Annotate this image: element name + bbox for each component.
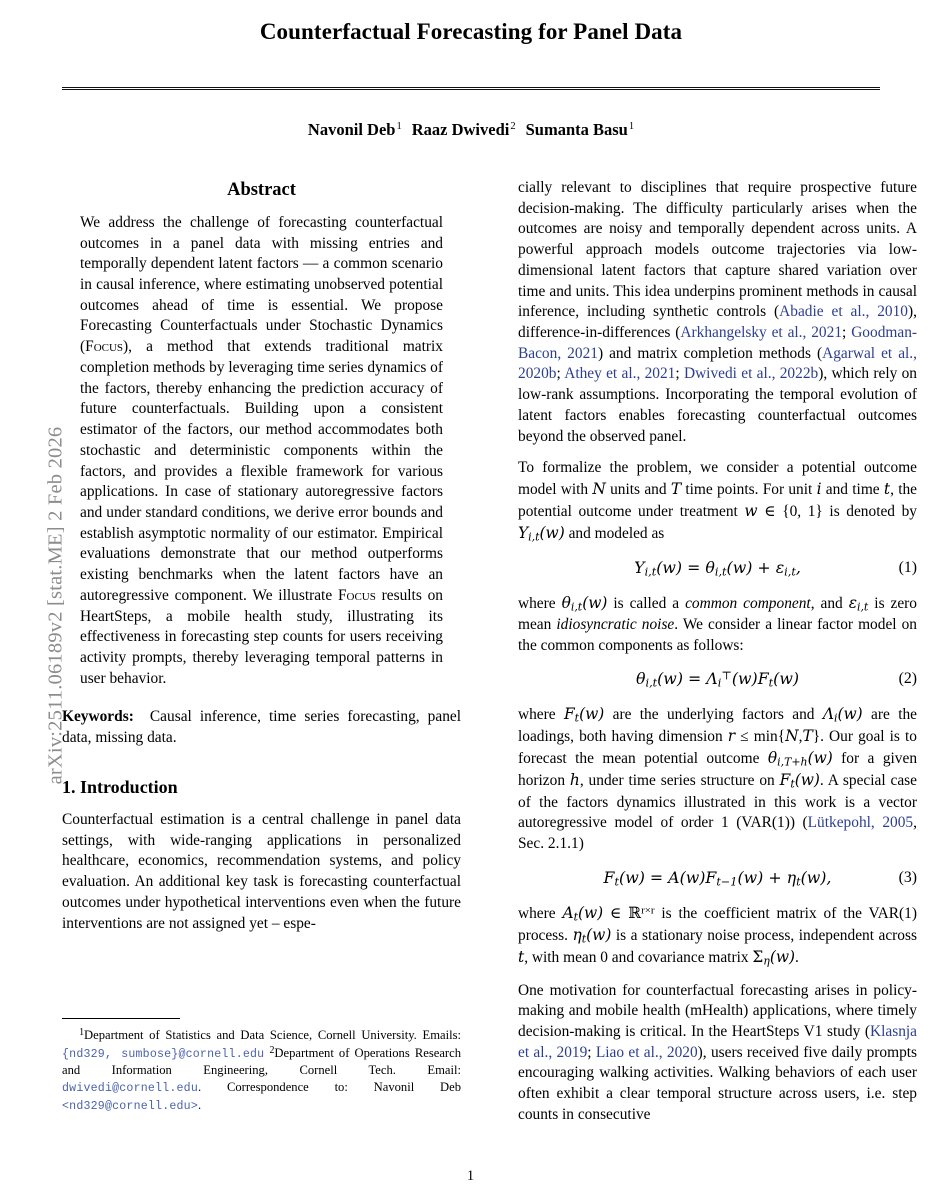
text-run: where (518, 594, 562, 612)
equation-2 (518, 668, 917, 691)
citation-link[interactable]: Athey et al., 2021 (564, 365, 676, 383)
math-symbol-t2: t (518, 948, 525, 967)
email-link-2[interactable]: dwivedi@cornell.edu (62, 1082, 198, 1096)
math-in-operator: ∈ {0, 1} (764, 502, 823, 520)
math-expr-Ft2: $F_t(w)$ (779, 771, 820, 792)
keywords-label: Keywords: (62, 708, 134, 726)
text-run: and time (821, 481, 884, 499)
math-expr-eta: $\eta_t(w)$ (572, 925, 612, 946)
math-expr-Sigma: $\Sigma_\eta(w)$ (752, 948, 796, 968)
text-run: is denoted by (822, 502, 917, 520)
keywords-line (62, 707, 461, 748)
equation-1-number: (1) (898, 558, 917, 576)
math-expr-rank: r (727, 727, 736, 746)
equation-3-body: $F_t(w) = A(w)F_{t-1}(w) + \eta_t(w)$, (603, 867, 832, 889)
text-run: is a stationary noise process, independent across (611, 926, 917, 944)
text-run: , with mean 0 and covariance matrix (524, 949, 753, 967)
author-entry (526, 120, 635, 139)
text-run: and modeled as (564, 524, 665, 542)
author-entry (308, 120, 402, 139)
text-run: . Our goal is to forecast the mean potential outcome (518, 728, 917, 768)
author-name: Navonil Deb (307, 120, 396, 139)
math-expr-theta: $\theta_{i,t}(w)$ (561, 593, 608, 614)
citation-link[interactable]: Goodman-Bacon, 2021 (518, 324, 918, 362)
author-affiliation-marker: 1 (396, 120, 402, 132)
citation-link[interactable]: Klasnja et al., 2019 (518, 1023, 917, 1061)
text-run: where (518, 706, 564, 724)
text-run: ), users received five daily prompts encouraging walking activities. Walking behaviors of each user often exhibit a clear temporal structure across users, i.e. step counts in consecutive (518, 1043, 918, 1123)
author-entry (412, 120, 516, 139)
footnote-marker-1: 1 (79, 1027, 85, 1038)
right-paragraph-1 (518, 178, 917, 447)
text-run: One motivation for counterfactual forecasting arises in policy-making and mobile health (mHealth) applications, where timely decision-making is critical. In the HeartSteps V1 study ( (518, 981, 917, 1041)
arxiv-stamp: arXiv:2511.06189v2 [stat.ME] 2 Feb 2026 (44, 426, 67, 785)
math-expr-Yit: $Y_{i,t}(w)$ (518, 523, 565, 544)
abstract-paragraph (80, 213, 443, 690)
citation-link[interactable]: Abadie et al., 2010 (779, 303, 909, 321)
keywords-value: Causal inference, time series forecasting, panel data, missing data. (62, 708, 461, 747)
citation-link[interactable]: Dwivedi et al., 2022b (683, 365, 819, 383)
text-run: is called a (607, 594, 686, 612)
text-run: ; (556, 365, 565, 383)
right-paragraph-2 (518, 458, 917, 544)
right-paragraph-5 (518, 903, 917, 970)
equation-1-body: $Y_{i,t}(w) = \theta_{i,t}(w) + \varepsilon_{i,t}$, (634, 557, 801, 579)
author-name: Raaz Dwivedi (411, 120, 510, 139)
email-link-1[interactable]: {nd329, sumbose}@cornell.edu (62, 1048, 265, 1062)
footnote-marker-2: 2 (269, 1044, 275, 1056)
text-run: . A special case of the factors dynamics illustrated in this work is a vector autoregressive model of order 1 (VAR(1)) ( (518, 772, 917, 832)
citation-link[interactable]: Agarwal et al., 2020b (518, 344, 917, 383)
author-affiliation-marker: 1 (628, 120, 635, 132)
equation-2-number: (2) (898, 670, 917, 688)
math-expr-theta-horizon: $\theta_{i,T+h}(w)$ (767, 749, 833, 769)
math-expr-epsilon: $\varepsilon_{i,t}$ (848, 593, 869, 614)
text-run: . (795, 949, 799, 967)
author-affiliation-marker: 2 (510, 120, 516, 132)
math-expr-w-set: w (744, 501, 758, 520)
footnote-text (62, 1026, 461, 1114)
text-run: ; (842, 324, 852, 342)
method-name: Focus (337, 586, 376, 604)
equation-1 (518, 557, 917, 580)
text-run: To formalize the problem, we consider a potential outcome model with (518, 459, 917, 499)
math-symbol-N: N (592, 480, 606, 499)
citation-link[interactable]: Arkhangelsky et al., 2021 (680, 324, 843, 342)
right-paragraph-6 (518, 981, 917, 1126)
equation-3 (518, 867, 917, 890)
text-run: are the loadings, both having dimension (518, 706, 918, 746)
abstract-part-2: ), a method that extends traditional matrix completion methods by leveraging time series dynamics of the factors, thereby enhancing the prediction accuracy of future counterfactuals. Building upon a consistent estimator of the factors, our method accommodates both stochastic and deterministic components within the factors, and provides a flexible framework for various applications. In case of stationary autoregressive factors and under standard conditions, we derive error bounds and establish asymptotic normality of our estimator. Empirical evaluations demonstrate that our method outperforms existing benchmarks when the latent factors have an autoregressive component. We illustrate (80, 338, 443, 604)
text-run: . We consider a linear factor model on the common components as follows: (518, 615, 917, 654)
math-expr-Ft: $F_t(w)$ (563, 705, 605, 725)
left-column (62, 178, 461, 945)
text-run: , and (810, 594, 849, 612)
text-run: Department of Operations Research and Information Engineering, Cornell Tech. Email: (62, 1046, 461, 1078)
emphasis-common-component: common component (685, 594, 811, 612)
emphasis-idiosyncratic-noise: idiosyncratic noise (556, 615, 675, 633)
text-run: , under time series structure on (579, 772, 780, 790)
page-number: 1 (466, 1168, 475, 1184)
section-heading-introduction: 1. Introduction (62, 776, 178, 797)
text-run: ; (587, 1043, 596, 1061)
math-symbol-t: t (883, 480, 891, 499)
text-run: where (518, 904, 563, 922)
math-symbol-T: T (670, 480, 682, 499)
footnote-divider (62, 1018, 180, 1019)
math-expr-Lambdai: $\Lambda_i(w)$ (822, 705, 863, 725)
abstract-part-3: results on HeartSteps, a mobile health study, illustrating its effectiveness in forecasting step counts for users receiving activity prompts, thereby leveraging temporal patterns in user behavior. (80, 586, 443, 687)
text-run: ) and matrix completion methods ( (597, 344, 823, 362)
page-title: Counterfactual Forecasting for Panel Data (259, 19, 683, 44)
intro-paragraph-1: Counterfactual estimation is a central challenge in panel data settings, with wide-ranging applications in personalized healthcare, economics, recommendation systems, and policy evaluation. An additional key task is forecasting counterfactual outcomes under hypothetical interventions even when the future interventions are not assigned yet – espe- (62, 811, 461, 932)
text-run: cially relevant to disciplines that require prospective future decision-making. The difficulty particularly arises when the outcomes are noisy and temporally dependent across units. A powerful approach models outcome trajectories via low-dimensional latent factors that capture shared variation over time and units. This idea underpins prominent methods in causal inference, including synthetic controls ( (518, 179, 917, 321)
citation-link[interactable]: Liao et al., 2020 (595, 1043, 698, 1061)
right-paragraph-3 (518, 593, 917, 657)
text-run: units and (605, 481, 671, 499)
title-block (62, 18, 880, 90)
text-run: . (198, 1097, 202, 1112)
title-divider (62, 87, 880, 90)
text-run: . Correspondence to: Navonil Deb (198, 1080, 461, 1095)
abstract-heading: Abstract (227, 180, 296, 200)
text-run: ), which rely on low-rank assumptions. Incorporating the temporal evolution of latent factors enables forecasting counterfactual outcomes beyond the observed panel. (518, 365, 917, 445)
abstract-body (62, 213, 461, 690)
method-name: Focus (85, 338, 124, 356)
text-run: ), difference-in-differences ( (518, 303, 917, 342)
footnote-block (62, 1018, 461, 1114)
math-rank-bound: ≤ min{N,T} (740, 727, 821, 746)
math-membership: ∈ ℝ$^{r\times r}$ (610, 904, 655, 922)
text-run: , the potential outcome under treatment (518, 481, 918, 520)
equation-3-number: (3) (898, 868, 917, 886)
text-run: ; (675, 365, 684, 383)
right-column (518, 178, 917, 1126)
text-run: for a given horizon (518, 750, 918, 790)
text-run: , Sec. 2.1.1) (518, 814, 917, 853)
citation-link[interactable]: Lütkepohl, 2005 (807, 814, 914, 832)
equation-2-body: $\theta_{i,t}(w) = \Lambda_i^⊤(w)F_t(w)$ (635, 669, 800, 691)
email-link-3[interactable]: <nd329@cornell.edu> (62, 1099, 198, 1113)
math-symbol-h: h (569, 771, 580, 790)
right-paragraph-4 (518, 704, 917, 855)
author-list (62, 120, 880, 140)
text-run: are the underlying factors and (604, 706, 823, 724)
text-run: time points. For unit (681, 481, 817, 499)
text-run: Department of Statistics and Data Science, Cornell University. Emails: (84, 1028, 461, 1043)
author-name: Sumanta Basu (525, 120, 628, 139)
text-run: is zero mean (518, 594, 917, 633)
abstract-part-1: We address the challenge of forecasting counterfactual outcomes in a panel data with missing entries and temporally dependent latent factors — a common scenario in causal inference, where estimating unobserved potential outcomes ahead of time is essential. We propose Forecasting Counterfactuals under Stochastic Dynamics ( (80, 213, 443, 356)
text-run: is the coefficient matrix of the VAR(1) process. (518, 904, 918, 944)
math-expr-At: $A_t(w)$ (562, 903, 604, 924)
math-symbol-i: i (816, 480, 822, 499)
